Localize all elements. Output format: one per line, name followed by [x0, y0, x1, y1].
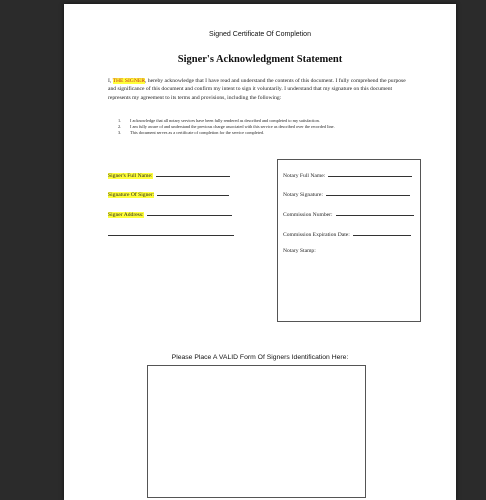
- notary-signature-field[interactable]: [283, 190, 410, 198]
- intro-prefix: I,: [108, 78, 113, 84]
- commission-expiration-field[interactable]: [283, 230, 411, 238]
- signer-highlight: THE SIGNER: [112, 78, 146, 84]
- notary-full-name-line[interactable]: [328, 171, 412, 177]
- signer-signature-line[interactable]: [157, 190, 229, 196]
- signer-address-label: Signer Address:: [108, 212, 144, 218]
- signer-address-line-2[interactable]: [108, 230, 234, 236]
- notary-signature-line[interactable]: [326, 190, 410, 196]
- acknowledgment-title: Signer's Acknowledgment Statement: [177, 54, 343, 65]
- signer-address-line[interactable]: [147, 210, 232, 216]
- id-caption: Please Place A VALID Form Of Signers Identification Here:: [171, 354, 349, 361]
- commission-number-label: Commission Number:: [283, 212, 333, 218]
- list-item: 2. I am fully aware of and understand the previous charge associated with this service as described over the recorded line.: [118, 124, 335, 129]
- signer-full-name-field[interactable]: [108, 171, 230, 179]
- list-item: 1. I acknowledge that all notary services have been fully rendered as described and completed to my satisfaction.: [118, 118, 320, 123]
- document-page: [64, 4, 456, 500]
- signer-address-field[interactable]: [108, 210, 232, 218]
- notary-stamp-label: Notary Stamp:: [283, 248, 316, 254]
- signer-signature-field[interactable]: [108, 190, 229, 198]
- acknowledgment-list: [118, 118, 408, 136]
- id-placement-box[interactable]: [147, 365, 366, 498]
- signer-full-name-label: Signer's Full Name:: [108, 173, 153, 179]
- commission-expiration-line[interactable]: [353, 230, 411, 236]
- list-item: 3. This document serves as a certificate of completion for the service completed.: [118, 130, 265, 135]
- intro-body: , hereby acknowledge that I have read and understand the contents of this document. I fully comprehend the purpose and significance of this document and confirm my intent to sign it voluntarily. I understand that my signature on this document represents my agreement to its terms and provisions, including the following:: [108, 78, 406, 101]
- notary-full-name-label: Notary Full Name:: [283, 173, 326, 179]
- intro-paragraph: [108, 77, 408, 102]
- notary-signature-label: Notary Signature:: [283, 192, 323, 198]
- certificate-header-title: Signed Certificate Of Completion: [209, 31, 311, 38]
- commission-number-field[interactable]: [283, 210, 414, 218]
- notary-full-name-field[interactable]: [283, 171, 412, 179]
- signer-full-name-line[interactable]: [156, 171, 230, 177]
- commission-number-line[interactable]: [336, 210, 414, 216]
- notary-box: [277, 159, 421, 322]
- commission-expiration-label: Commission Expiration Date:: [283, 232, 350, 238]
- signer-signature-label: Signature Of Signer:: [108, 192, 155, 198]
